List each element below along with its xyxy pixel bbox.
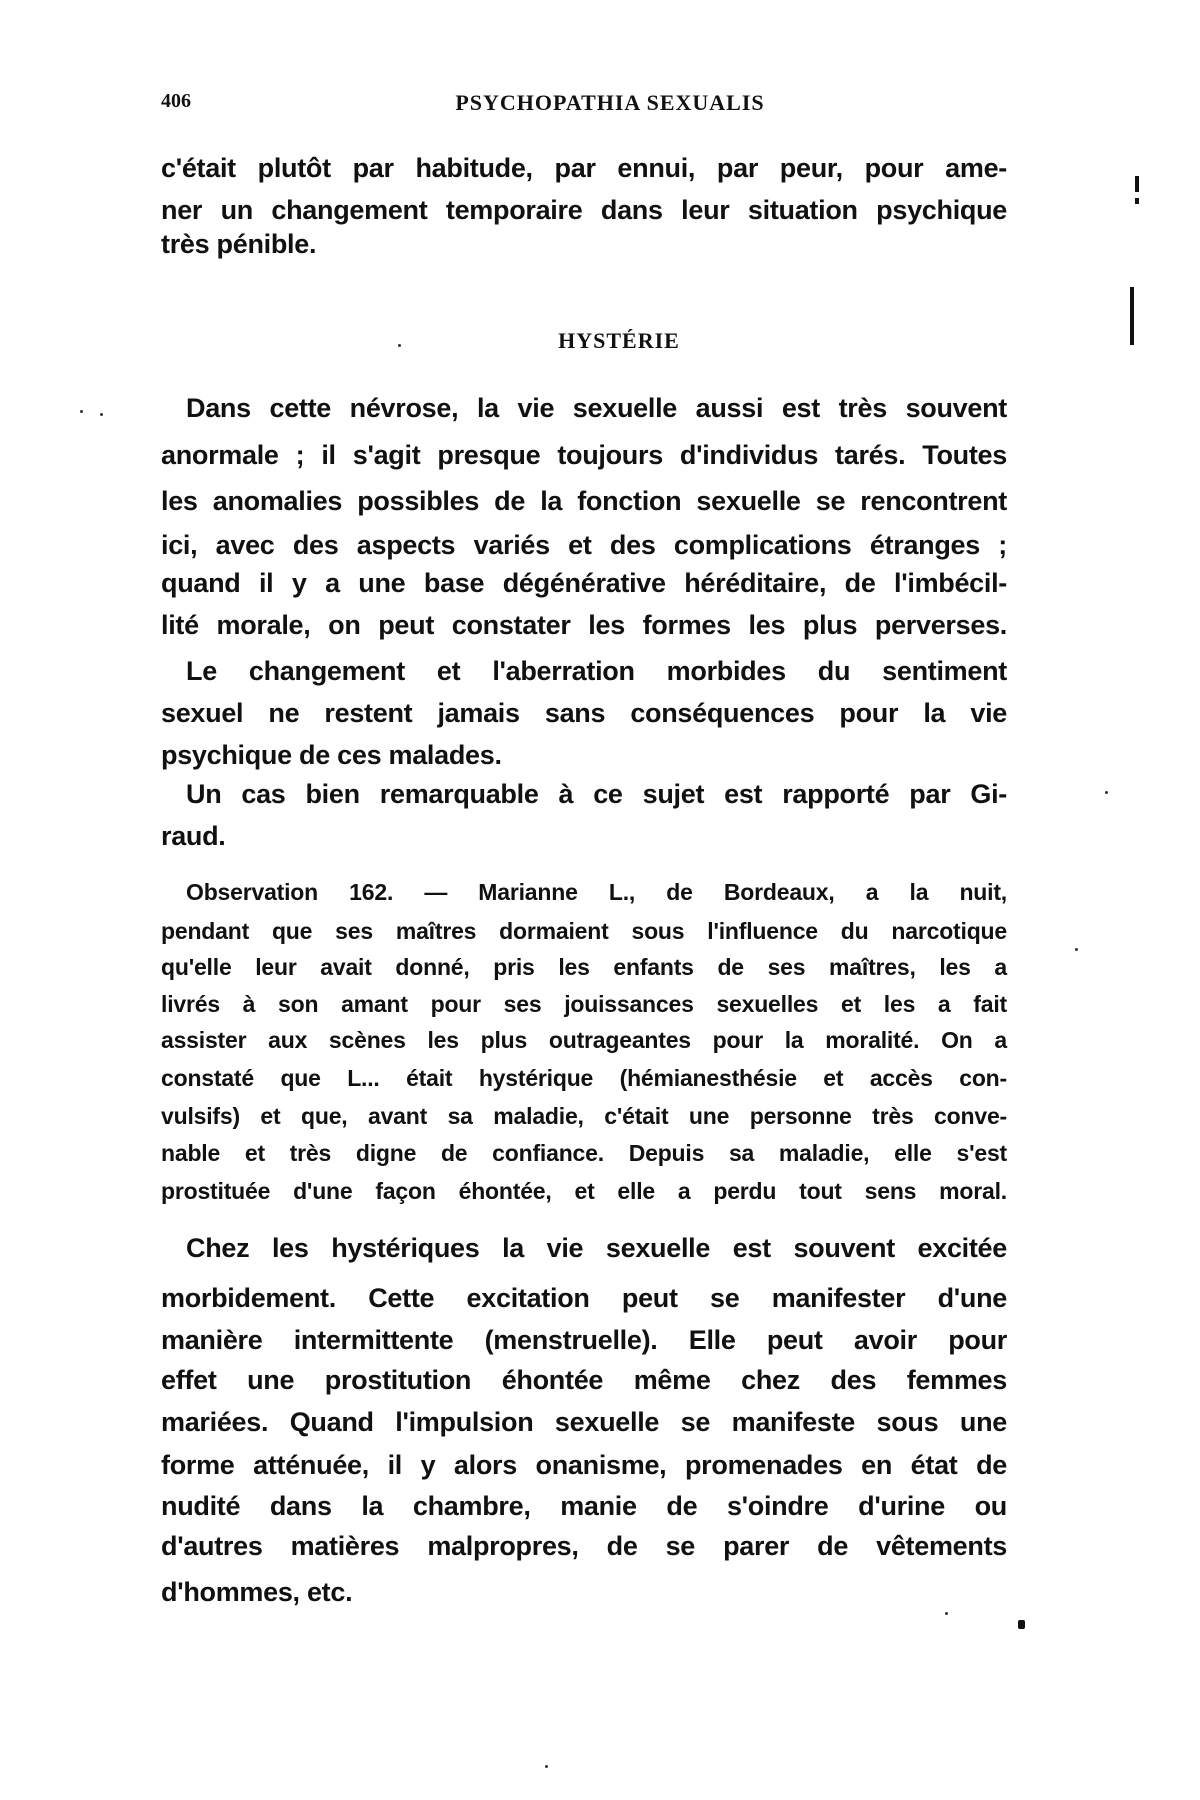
text-line: quand il y a une base dégénérative héréditaire, de l'imbécil- [161,568,1007,598]
text-line: morbidement. Cette excitation peut se manifester d'une [161,1283,1007,1313]
text-line: d'hommes, etc. [161,1577,353,1607]
text-line: Un cas bien remarquable à ce sujet est rapporté par Gi- [186,779,1007,809]
text-line: nudité dans la chambre, manie de s'oindre d'urine ou [161,1491,1007,1521]
text-line: manière intermittente (menstruelle). Elle peut avoir pour [161,1325,1007,1355]
page-number: 406 [161,90,191,112]
running-title: PSYCHOPATHIA SEXUALIS [455,90,765,115]
ink-speck [100,413,103,416]
text-line: c'était plutôt par habitude, par ennui, par peur, pour ame- [161,153,1007,183]
text-line: nable et très digne de confiance. Depuis sa maladie, elle s'est [161,1140,1007,1166]
text-line: effet une prostitution éhontée même chez des femmes [161,1365,1007,1395]
text-line: ner un changement temporaire dans leur situation psychique [161,195,1007,225]
text-line: très pénible. [161,229,317,259]
section-title: HYSTÉRIE [558,328,680,353]
text-line: Dans cette névrose, la vie sexuelle aussi est très souvent [186,393,1007,423]
text-line: ici, avec des aspects variés et des complications étranges ; [161,530,1007,560]
text-line: Chez les hystériques la vie sexuelle est souvent excitée [186,1233,1007,1263]
text-line: livrés à son amant pour ses jouissances sexuelles et les a fait [161,991,1007,1017]
text-line: les anomalies possibles de la fonction sexuelle se rencontrent [161,486,1007,516]
text-line: raud. [161,821,226,851]
text-line: psychique de ces malades. [161,740,502,770]
ink-speck [1075,948,1078,951]
ink-speck [1018,1620,1025,1629]
text-line: lité morale, on peut constater les formes les plus perverses. [161,610,1007,640]
text-line: Le changement et l'aberration morbides du sentiment [186,656,1007,686]
text-line: sexuel ne restent jamais sans conséquences pour la vie [161,698,1007,728]
text-line: forme atténuée, il y alors onanisme, promenades en état de [161,1450,1007,1480]
margin-mark [1135,198,1139,204]
text-line: mariées. Quand l'impulsion sexuelle se manifeste sous une [161,1407,1007,1437]
ink-speck [1105,791,1108,794]
text-line: d'autres matières malpropres, de se parer de vêtements [161,1531,1007,1561]
ink-speck [545,1765,548,1768]
ink-speck [398,344,401,347]
text-line: constaté que L... était hystérique (hémianesthésie et accès con- [161,1065,1007,1091]
text-line: anormale ; il s'agit presque toujours d'individus tarés. Toutes [161,440,1007,470]
text-line: prostituée d'une façon éhontée, et elle a perdu tout sens moral. [161,1178,1007,1204]
margin-mark [1135,176,1139,192]
margin-mark [1130,287,1134,345]
ink-speck [945,1612,948,1615]
text-line: Observation 162. — Marianne L., de Bordeaux, a la nuit, [186,879,1007,905]
text-line: assister aux scènes les plus outrageantes pour la moralité. On a [161,1027,1007,1053]
text-line: pendant que ses maîtres dormaient sous l'influence du narcotique [161,918,1007,944]
text-line: vulsifs) et que, avant sa maladie, c'était une personne très conve- [161,1103,1007,1129]
text-line: qu'elle leur avait donné, pris les enfants de ses maîtres, les a [161,954,1007,980]
ink-speck [80,410,83,413]
